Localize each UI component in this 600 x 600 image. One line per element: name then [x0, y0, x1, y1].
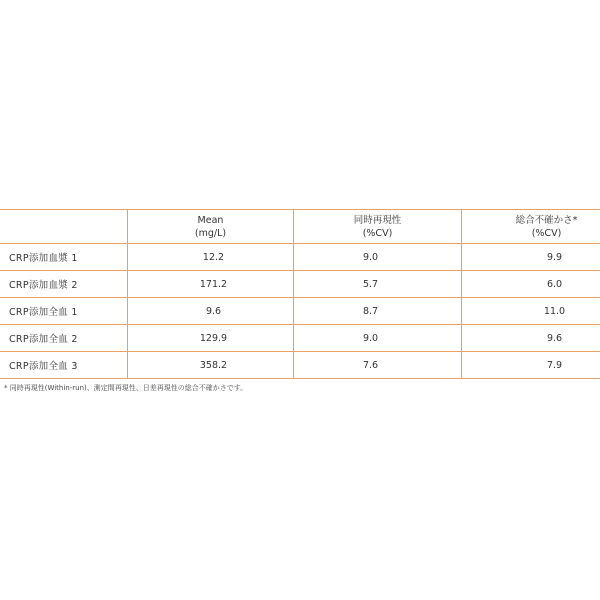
row-label: CRP添加血漿 1 [0, 244, 128, 271]
header-total-unit: (%CV) [531, 227, 562, 239]
mean-value: 9.6 [128, 298, 294, 325]
precision-table-container [0, 209, 600, 379]
header-cell-within-run [294, 210, 462, 244]
header-total-title: 総合不確かさ* [515, 214, 578, 226]
total-cv-value: 11.0 [462, 298, 600, 325]
header-row [0, 210, 600, 244]
header-mean-unit: (mg/L) [194, 227, 227, 239]
mean-value: 129.9 [128, 325, 294, 352]
header-cell-sample [0, 210, 128, 244]
header-cell-mean [128, 210, 294, 244]
header-within-run-unit: (%CV) [362, 227, 393, 239]
mean-value: 12.2 [128, 244, 294, 271]
table-row [0, 271, 600, 298]
header-cell-total-uncertainty [462, 210, 600, 244]
row-label: CRP添加全血 3 [0, 352, 128, 379]
table-row [0, 352, 600, 379]
mean-value: 171.2 [128, 271, 294, 298]
within-run-cv-value: 7.6 [294, 352, 462, 379]
within-run-cv-value: 9.0 [294, 244, 462, 271]
header-within-run-title: 同時再現性 [353, 214, 402, 226]
total-cv-value: 9.9 [462, 244, 600, 271]
total-cv-value: 6.0 [462, 271, 600, 298]
table-row [0, 325, 600, 352]
total-cv-value: 9.6 [462, 325, 600, 352]
within-run-cv-value: 5.7 [294, 271, 462, 298]
within-run-cv-value: 9.0 [294, 325, 462, 352]
header-mean-title: Mean [197, 214, 224, 226]
within-run-cv-value: 8.7 [294, 298, 462, 325]
row-label: CRP添加全血 2 [0, 325, 128, 352]
total-cv-value: 7.9 [462, 352, 600, 379]
table-row [0, 298, 600, 325]
table-row [0, 244, 600, 271]
precision-table [0, 209, 600, 379]
table-footnote: * 同時再現性(Within-run)、測定間再現性、日差再現性の総合不確かさです。 [4, 384, 248, 392]
row-label: CRP添加全血 1 [0, 298, 128, 325]
row-label: CRP添加血漿 2 [0, 271, 128, 298]
mean-value: 358.2 [128, 352, 294, 379]
